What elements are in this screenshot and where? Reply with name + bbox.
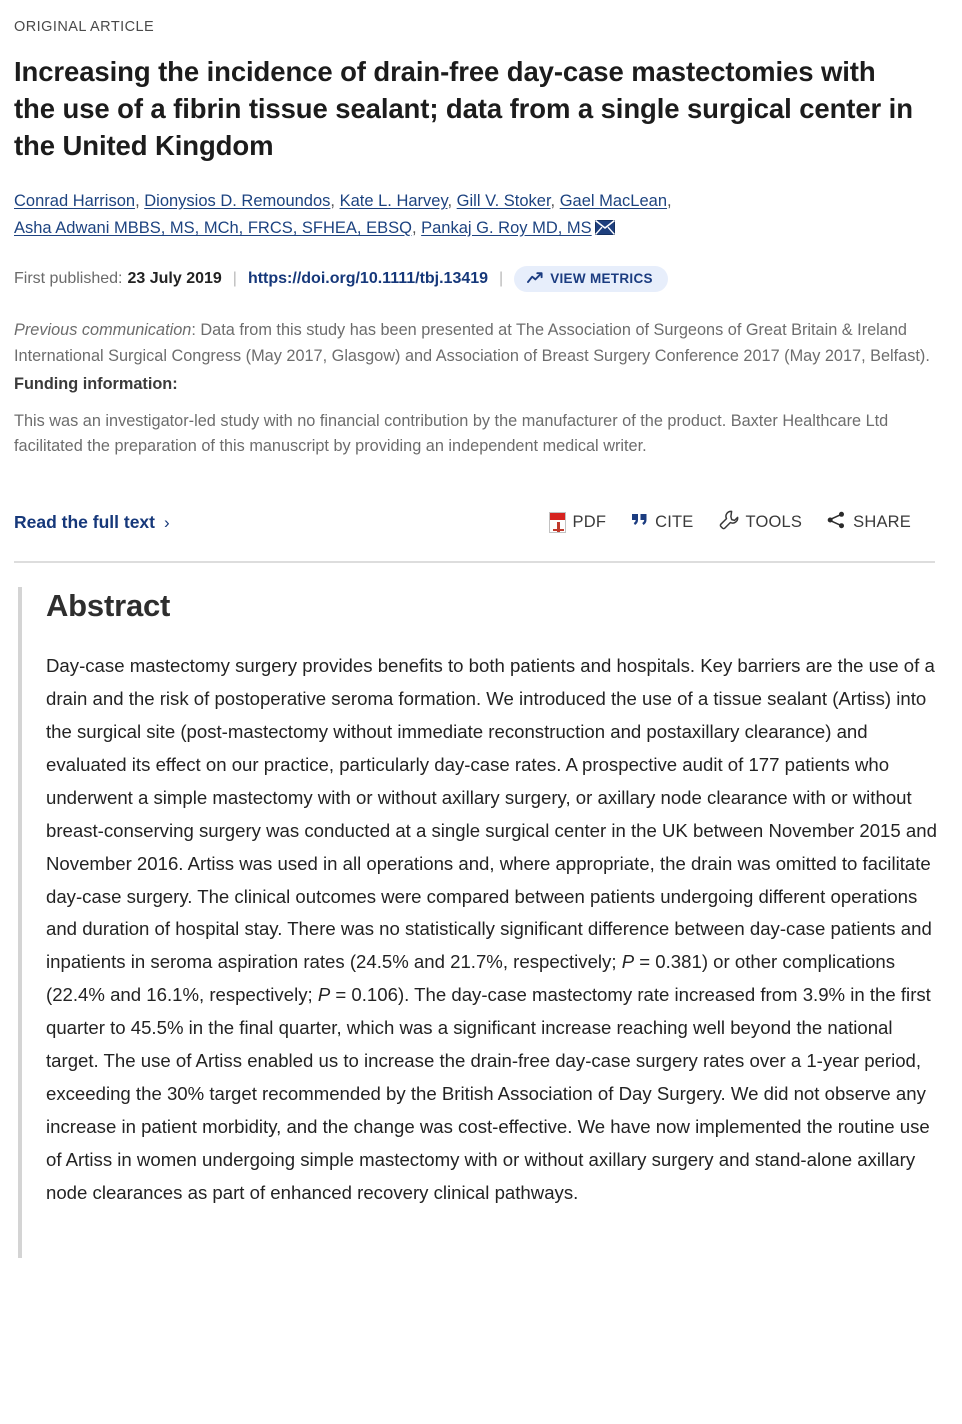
view-metrics-label: VIEW METRICS xyxy=(550,271,653,287)
read-full-text-link[interactable] xyxy=(14,512,170,533)
tools-label: TOOLS xyxy=(745,513,803,532)
abstract-part-2: = 0.381) or other complications (22.4% and 16.1%, respectively; xyxy=(46,951,896,1006)
publication-date: 23 July 2019 xyxy=(127,269,222,287)
toolbar-actions xyxy=(549,510,912,535)
abstract-p-italic-1: P xyxy=(621,951,635,973)
cite-label: CITE xyxy=(655,513,694,532)
separator-pipe: | xyxy=(232,269,237,287)
author-separator: , xyxy=(411,218,422,237)
pdf-button[interactable] xyxy=(549,512,607,533)
article-type-kicker: ORIGINAL ARTICLE xyxy=(14,19,155,35)
article-toolbar xyxy=(14,510,938,535)
previous-communication-text: : Data from this study has been presented at The Association of Surgeons of Great Britain & Ireland International Surgical Congress (May 2017, Glasgow) and Association of Breast Surgery Conference 2017 (May 2017, Belfast). xyxy=(14,321,930,366)
article-header xyxy=(0,0,962,535)
share-button[interactable] xyxy=(827,511,911,534)
abstract-part-1: Day-case mastectomy surgery provides benefits to both patients and hospitals. Key barriers are the use of a drain and the risk of postoperative seroma formation. We introduced the use of a tissue sealant (Artiss) into the surgical site (post-mastectomy without immediate reconstruction and postaxillary clearance) and evaluated its effect on our practice, particularly day-case rates. A prospective audit of 177 patients who underwent a simple mastectomy with or without axillary surgery, or axillary node clearance with or without breast-conserving surgery was conducted at a single surgical center in the UK between November 2015 and November 2016. Artiss was used in all operations and, where appropriate, the drain was omitted to facilitate day-case surgery. The clinical outcomes were compared between patients undergoing different operations and duration of hospital stay. There was no statistically significant difference between day-case patients and inpatients in seroma aspiration rates (24.5% and 21.7%, respectively; xyxy=(46,655,937,973)
chevron-right-icon: › xyxy=(164,513,170,533)
author-link[interactable]: Kate L. Harvey xyxy=(339,192,448,211)
author-separator: , xyxy=(135,192,145,211)
author-link[interactable]: Gael MacLean xyxy=(559,192,668,211)
view-metrics-button[interactable] xyxy=(514,266,668,293)
share-icon xyxy=(827,511,846,534)
section-divider xyxy=(14,561,935,563)
author-separator: , xyxy=(667,192,672,211)
funding-information-text: This was an investigator-led study with no financial contribution by the manufacturer of the product. Baxter Healthcare Ltd facilitated the preparation of this manuscript by providing an independent medical writer. xyxy=(14,411,889,456)
author-link[interactable]: Conrad Harrison xyxy=(14,192,136,211)
wrench-icon xyxy=(719,510,739,535)
read-full-text-label: Read the full text xyxy=(14,512,155,533)
author-separator: , xyxy=(330,192,340,211)
abstract-section xyxy=(18,587,962,1258)
author-separator: , xyxy=(550,192,560,211)
page-title: Increasing the incidence of drain-free day-case mastectomies with the use of a fibrin tissue sealant; data from a single surgical center in the United Kingdom xyxy=(14,56,913,161)
author-link[interactable]: Pankaj G. Roy MD, MS xyxy=(421,218,592,237)
previous-communication-note xyxy=(14,318,938,369)
author-separator: , xyxy=(447,192,457,211)
author-link[interactable]: Dionysios D. Remoundos xyxy=(144,192,331,211)
abstract-heading: Abstract xyxy=(46,588,171,624)
publication-line xyxy=(14,266,938,293)
first-published-label: First published: xyxy=(14,269,123,287)
author-list xyxy=(14,188,938,244)
tools-button[interactable] xyxy=(719,510,803,535)
pdf-label: PDF xyxy=(572,513,607,532)
abstract-p-italic-2: P xyxy=(317,984,331,1006)
trend-up-icon xyxy=(527,272,543,287)
funding-information-heading: Funding information: xyxy=(14,374,178,393)
author-link[interactable]: Asha Adwani MBBS, MS, MCh, FRCS, SFHEA, EBSQ xyxy=(14,218,412,237)
separator-pipe: | xyxy=(499,269,504,287)
quote-icon xyxy=(631,512,648,533)
pdf-icon xyxy=(549,512,566,533)
cite-button[interactable] xyxy=(631,512,693,533)
abstract-part-3: = 0.106). The day-case mastectomy rate increased from 3.9% in the first quarter to 45.5% in the final quarter, which was a significant increase reaching well beyond the national target. The use of Artiss enabled us to increase the drain-free day-case surgery rates over a 1-year period, exceeding the 30% target recommended by the British Association of Day Surgery. We did not observe any increase in patient morbidity, and the change was cost-effective. We have now implemented the routine use of Artiss in women undergoing simple mastectomy with or without axillary surgery and stand-alone axillary node clearances as part of enhanced recovery clinical pathways. xyxy=(46,984,931,1203)
envelope-icon[interactable] xyxy=(595,217,615,244)
author-link[interactable]: Gill V. Stoker xyxy=(456,192,551,211)
share-label: SHARE xyxy=(853,513,911,532)
previous-communication-label: Previous communication xyxy=(14,321,192,340)
abstract-text xyxy=(46,650,946,1209)
doi-link[interactable]: https://doi.org/10.1111/tbj.13419 xyxy=(247,269,489,287)
